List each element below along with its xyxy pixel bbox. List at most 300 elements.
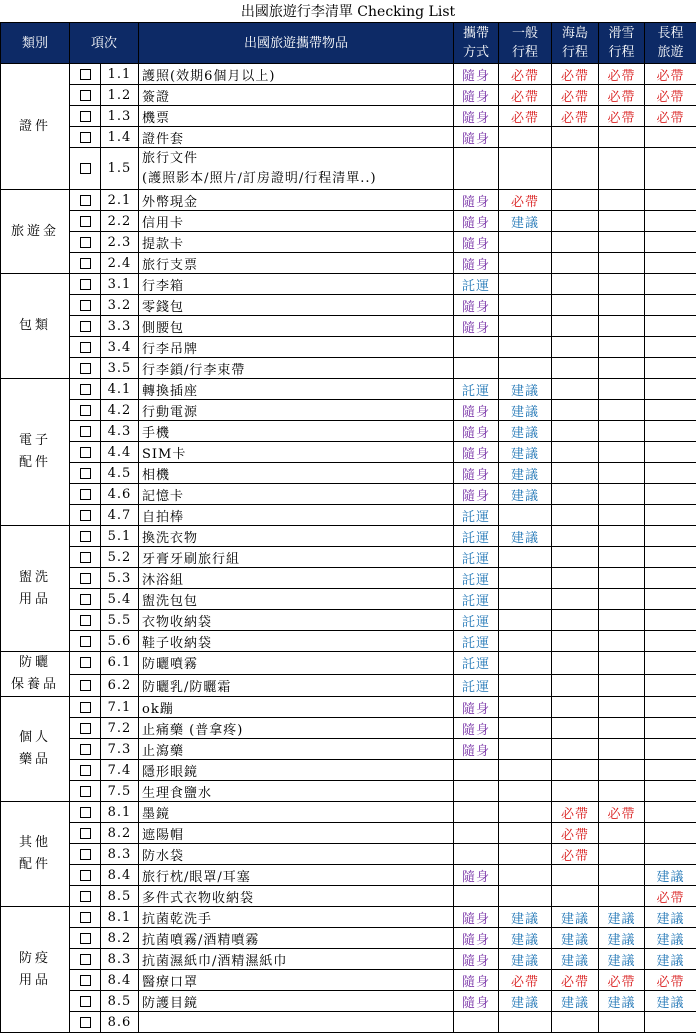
checkbox[interactable] (80, 384, 91, 395)
checkbox-cell[interactable] (70, 190, 101, 211)
long-mark (645, 823, 696, 844)
checkbox[interactable] (80, 132, 91, 143)
checkbox-cell[interactable] (70, 718, 101, 739)
island-mark (552, 674, 599, 697)
ski-mark (599, 760, 645, 781)
item-number: 2.1 (101, 190, 139, 211)
general-mark: 建議 (499, 400, 552, 421)
item-number: 1.1 (101, 64, 139, 85)
table-row (1, 190, 696, 211)
checkbox-cell[interactable] (70, 463, 101, 484)
ski-mark (599, 697, 645, 718)
general-mark: 建議 (499, 484, 552, 505)
item-name: 旅行枕/眼罩/耳塞 (139, 865, 454, 886)
table-row (1, 379, 696, 400)
ski-mark (599, 484, 645, 505)
general-mark (499, 652, 552, 675)
checkbox-cell[interactable] (70, 928, 101, 949)
checkbox[interactable] (80, 765, 91, 776)
item-name: 簽證 (139, 85, 454, 106)
general-mark (499, 337, 552, 358)
long-mark (645, 610, 696, 631)
checkbox-cell[interactable] (70, 802, 101, 823)
item-name: 行動電源 (139, 400, 454, 421)
checkbox-cell[interactable] (70, 568, 101, 589)
checkbox-cell[interactable] (70, 64, 101, 85)
category-label: 個人 (19, 730, 51, 745)
checkbox-cell[interactable] (70, 991, 101, 1012)
general-mark (499, 316, 552, 337)
general-mark: 必帶 (499, 106, 552, 127)
checkbox[interactable] (80, 636, 91, 647)
carry-mark: 託運 (454, 379, 499, 400)
carry-mark: 隨身 (454, 718, 499, 739)
checkbox[interactable] (80, 594, 91, 605)
ski-mark (599, 718, 645, 739)
checkbox[interactable] (80, 680, 91, 691)
category-label-line2: 用品 (19, 973, 51, 988)
item-number: 5.1 (101, 526, 139, 547)
table-row (1, 781, 696, 802)
island-mark (552, 652, 599, 675)
checkbox-cell[interactable] (70, 739, 101, 760)
long-mark (645, 589, 696, 610)
table-row (1, 316, 696, 337)
island-mark (552, 589, 599, 610)
island-mark (552, 547, 599, 568)
header-row (1, 23, 696, 64)
island-mark: 建議 (552, 949, 599, 970)
item-name: 防護目鏡 (139, 991, 454, 1012)
long-mark (645, 337, 696, 358)
ski-mark (599, 358, 645, 379)
checkbox[interactable] (80, 447, 91, 458)
checkbox-cell[interactable] (70, 106, 101, 127)
item-name (139, 1012, 454, 1033)
table-row (1, 718, 696, 739)
table-row (1, 127, 696, 148)
ski-mark (599, 232, 645, 253)
table-row (1, 400, 696, 421)
island-mark (552, 127, 599, 148)
item-number: 5.5 (101, 610, 139, 631)
carry-mark: 隨身 (454, 211, 499, 232)
long-mark (645, 547, 696, 568)
checkbox-cell[interactable] (70, 610, 101, 631)
checkbox-cell[interactable] (70, 253, 101, 274)
island-mark (552, 190, 599, 211)
item-number: 8.2 (101, 928, 139, 949)
checkbox[interactable] (80, 702, 91, 713)
item-name: 記憶卡 (139, 484, 454, 505)
ski-mark (599, 253, 645, 274)
checkbox-cell[interactable] (70, 379, 101, 400)
table-row (1, 886, 696, 907)
checkbox-cell[interactable] (70, 1012, 101, 1033)
checkbox[interactable] (80, 216, 91, 227)
item-number: 6.2 (101, 674, 139, 697)
checkbox[interactable] (80, 828, 91, 839)
table-row (1, 106, 696, 127)
item-number: 4.7 (101, 505, 139, 526)
checkbox-cell[interactable] (70, 865, 101, 886)
long-mark (645, 379, 696, 400)
checkbox-cell[interactable] (70, 970, 101, 991)
table-row (1, 802, 696, 823)
item-number: 5.2 (101, 547, 139, 568)
checkbox[interactable] (80, 342, 91, 353)
carry-mark (454, 1012, 499, 1033)
checkbox[interactable] (80, 744, 91, 755)
checkbox-cell[interactable] (70, 232, 101, 253)
checkbox[interactable] (80, 975, 91, 986)
carry-mark: 隨身 (454, 865, 499, 886)
carry-mark: 隨身 (454, 928, 499, 949)
checkbox[interactable] (80, 300, 91, 311)
item-number: 8.1 (101, 907, 139, 928)
category-cell (1, 697, 70, 802)
general-mark: 建議 (499, 463, 552, 484)
ski-mark (599, 421, 645, 442)
ski-mark (599, 1012, 645, 1033)
island-mark (552, 295, 599, 316)
checkbox-cell[interactable] (70, 442, 101, 463)
item-name: 衣物收納袋 (139, 610, 454, 631)
general-mark: 建議 (499, 379, 552, 400)
general-mark (499, 148, 552, 190)
header-island: 海島 行程 (552, 23, 599, 64)
checkbox[interactable] (80, 468, 91, 479)
item-name: 行李吊牌 (139, 337, 454, 358)
checkbox[interactable] (80, 363, 91, 374)
checkbox[interactable] (80, 90, 91, 101)
checkbox[interactable] (80, 531, 91, 542)
general-mark (499, 865, 552, 886)
checkbox-cell[interactable] (70, 781, 101, 802)
item-number: 4.4 (101, 442, 139, 463)
table-row (1, 631, 696, 652)
table-row (1, 505, 696, 526)
item-name: ok蹦 (139, 697, 454, 718)
long-mark (645, 442, 696, 463)
long-mark (645, 400, 696, 421)
checkbox[interactable] (80, 933, 91, 944)
ski-mark: 必帶 (599, 106, 645, 127)
table-row (1, 568, 696, 589)
checkbox-cell[interactable] (70, 505, 101, 526)
checkbox[interactable] (80, 237, 91, 248)
checkbox[interactable] (80, 954, 91, 965)
general-mark: 建議 (499, 991, 552, 1012)
checkbox-cell[interactable] (70, 358, 101, 379)
long-mark (645, 484, 696, 505)
checkbox-cell[interactable] (70, 295, 101, 316)
item-number: 3.2 (101, 295, 139, 316)
checkbox[interactable] (80, 279, 91, 290)
checkbox[interactable] (80, 405, 91, 416)
item-name: 相機 (139, 463, 454, 484)
long-mark (645, 232, 696, 253)
item-number: 8.1 (101, 802, 139, 823)
island-mark: 建議 (552, 928, 599, 949)
item-number: 4.5 (101, 463, 139, 484)
long-mark: 必帶 (645, 970, 696, 991)
table-row (1, 463, 696, 484)
carry-mark: 隨身 (454, 970, 499, 991)
table-row (1, 907, 696, 928)
item-name: 盥洗包包 (139, 589, 454, 610)
checkbox[interactable] (80, 195, 91, 206)
island-mark: 必帶 (552, 85, 599, 106)
long-mark (645, 739, 696, 760)
checkbox[interactable] (80, 163, 91, 174)
table-row (1, 253, 696, 274)
item-number: 8.5 (101, 886, 139, 907)
table-row (1, 928, 696, 949)
general-mark: 必帶 (499, 190, 552, 211)
checkbox-cell[interactable] (70, 823, 101, 844)
table-row (1, 421, 696, 442)
checkbox[interactable] (80, 891, 91, 902)
item-number: 8.6 (101, 1012, 139, 1033)
item-name: 防水袋 (139, 844, 454, 865)
checkbox-cell[interactable] (70, 697, 101, 718)
checkbox[interactable] (80, 111, 91, 122)
table-row (1, 85, 696, 106)
general-mark (499, 739, 552, 760)
checkbox-cell[interactable] (70, 949, 101, 970)
checkbox-cell[interactable] (70, 274, 101, 295)
table-row (1, 991, 696, 1012)
header-carry: 攜帶 方式 (454, 23, 499, 64)
carry-mark (454, 148, 499, 190)
checkbox-cell[interactable] (70, 127, 101, 148)
checkbox[interactable] (80, 552, 91, 563)
item-name-line2: (護照影本/照片/訂房證明/行程清單..) (142, 169, 453, 189)
long-mark: 建議 (645, 949, 696, 970)
table-row (1, 949, 696, 970)
checkbox[interactable] (80, 849, 91, 860)
checkbox-cell[interactable] (70, 337, 101, 358)
item-name: 信用卡 (139, 211, 454, 232)
carry-mark (454, 823, 499, 844)
general-mark: 建議 (499, 928, 552, 949)
table-row (1, 232, 696, 253)
checkbox-cell[interactable] (70, 760, 101, 781)
long-mark (645, 674, 696, 697)
long-mark (645, 505, 696, 526)
item-name (139, 148, 454, 190)
item-number: 8.4 (101, 865, 139, 886)
checkbox-cell[interactable] (70, 652, 101, 675)
table-row (1, 148, 696, 190)
item-number: 3.1 (101, 274, 139, 295)
item-name: 手機 (139, 421, 454, 442)
checkbox-cell[interactable] (70, 85, 101, 106)
item-name-line1: 旅行文件 (142, 149, 453, 169)
carry-mark: 託運 (454, 674, 499, 697)
checkbox[interactable] (80, 657, 91, 668)
category-label: 其他 (19, 835, 51, 850)
carry-mark (454, 886, 499, 907)
ski-mark (599, 547, 645, 568)
checkbox-cell[interactable] (70, 484, 101, 505)
item-number: 3.3 (101, 316, 139, 337)
long-mark (645, 148, 696, 190)
long-mark (645, 802, 696, 823)
item-number: 7.3 (101, 739, 139, 760)
item-name: 行李鎖/行李束帶 (139, 358, 454, 379)
item-number: 7.5 (101, 781, 139, 802)
item-name: 多件式衣物收納袋 (139, 886, 454, 907)
ski-mark (599, 400, 645, 421)
checkbox-cell[interactable] (70, 526, 101, 547)
checkbox[interactable] (80, 807, 91, 818)
long-mark (645, 718, 696, 739)
checkbox[interactable] (80, 321, 91, 332)
checkbox[interactable] (80, 615, 91, 626)
checkbox[interactable] (80, 996, 91, 1007)
checkbox[interactable] (80, 258, 91, 269)
long-mark (645, 631, 696, 652)
long-mark (645, 652, 696, 675)
checkbox[interactable] (80, 870, 91, 881)
checkbox-cell[interactable] (70, 148, 101, 190)
checkbox-cell[interactable] (70, 421, 101, 442)
category-label-line2: 藥品 (19, 752, 51, 767)
carry-mark (454, 781, 499, 802)
category-cell (1, 652, 70, 697)
table-row (1, 442, 696, 463)
checkbox-cell[interactable] (70, 316, 101, 337)
ski-mark (599, 148, 645, 190)
island-mark (552, 739, 599, 760)
table-row (1, 674, 696, 697)
ski-mark: 必帶 (599, 64, 645, 85)
item-name: 鞋子收納袋 (139, 631, 454, 652)
ski-mark (599, 610, 645, 631)
checkbox[interactable] (80, 786, 91, 797)
general-mark: 建議 (499, 442, 552, 463)
checkbox-cell[interactable] (70, 589, 101, 610)
checkbox-cell[interactable] (70, 886, 101, 907)
general-mark (499, 802, 552, 823)
island-mark: 必帶 (552, 64, 599, 85)
ski-mark (599, 568, 645, 589)
checkbox[interactable] (80, 489, 91, 500)
ski-mark (599, 631, 645, 652)
item-name: 止痛藥 (普拿疼) (139, 718, 454, 739)
table-row (1, 64, 696, 85)
long-mark (645, 253, 696, 274)
ski-mark (599, 463, 645, 484)
table-row (1, 823, 696, 844)
carry-mark: 隨身 (454, 232, 499, 253)
checkbox-cell[interactable] (70, 631, 101, 652)
carry-mark: 隨身 (454, 190, 499, 211)
carry-mark (454, 337, 499, 358)
island-mark: 必帶 (552, 106, 599, 127)
checkbox-cell[interactable] (70, 844, 101, 865)
carry-mark (454, 358, 499, 379)
ski-mark (599, 295, 645, 316)
checkbox[interactable] (80, 426, 91, 437)
category-label: 旅遊金 (11, 224, 59, 239)
checkbox[interactable] (80, 723, 91, 734)
general-mark: 必帶 (499, 85, 552, 106)
checkbox-cell[interactable] (70, 674, 101, 697)
carry-mark: 託運 (454, 568, 499, 589)
ski-mark (599, 886, 645, 907)
item-number: 8.4 (101, 970, 139, 991)
checkbox-cell[interactable] (70, 907, 101, 928)
table-row (1, 610, 696, 631)
long-mark: 必帶 (645, 85, 696, 106)
header-ski: 滑雪 行程 (599, 23, 645, 64)
table-row (1, 211, 696, 232)
island-mark (552, 1012, 599, 1033)
carry-mark: 託運 (454, 547, 499, 568)
checkbox[interactable] (80, 69, 91, 80)
checkbox[interactable] (80, 912, 91, 923)
item-name: 側腰包 (139, 316, 454, 337)
general-mark (499, 1012, 552, 1033)
carry-mark: 隨身 (454, 106, 499, 127)
long-mark (645, 295, 696, 316)
checkbox-cell[interactable] (70, 400, 101, 421)
checkbox[interactable] (80, 1017, 91, 1028)
item-number: 1.3 (101, 106, 139, 127)
item-name: 提款卡 (139, 232, 454, 253)
item-number: 8.5 (101, 991, 139, 1012)
ski-mark (599, 379, 645, 400)
carry-mark: 隨身 (454, 316, 499, 337)
item-name: 換洗衣物 (139, 526, 454, 547)
general-mark: 必帶 (499, 970, 552, 991)
category-cell (1, 64, 70, 190)
checkbox[interactable] (80, 510, 91, 521)
table-row (1, 1012, 696, 1033)
item-number: 7.1 (101, 697, 139, 718)
item-name: 行李箱 (139, 274, 454, 295)
table-row (1, 295, 696, 316)
long-mark (645, 127, 696, 148)
item-name: 抗菌濕紙巾/酒精濕紙巾 (139, 949, 454, 970)
long-mark: 必帶 (645, 886, 696, 907)
ski-mark (599, 526, 645, 547)
category-cell (1, 190, 70, 274)
table-row (1, 760, 696, 781)
item-number: 2.2 (101, 211, 139, 232)
island-mark (552, 463, 599, 484)
general-mark (499, 886, 552, 907)
checkbox-cell[interactable] (70, 547, 101, 568)
carry-mark: 託運 (454, 652, 499, 675)
ski-mark: 必帶 (599, 802, 645, 823)
checkbox[interactable] (80, 573, 91, 584)
table-row (1, 547, 696, 568)
ski-mark: 必帶 (599, 970, 645, 991)
item-number: 7.4 (101, 760, 139, 781)
checkbox-cell[interactable] (70, 211, 101, 232)
checklist-table (0, 22, 696, 1033)
ski-mark (599, 674, 645, 697)
ski-mark (599, 652, 645, 675)
carry-mark: 隨身 (454, 907, 499, 928)
general-mark (499, 697, 552, 718)
island-mark (552, 232, 599, 253)
island-mark (552, 442, 599, 463)
